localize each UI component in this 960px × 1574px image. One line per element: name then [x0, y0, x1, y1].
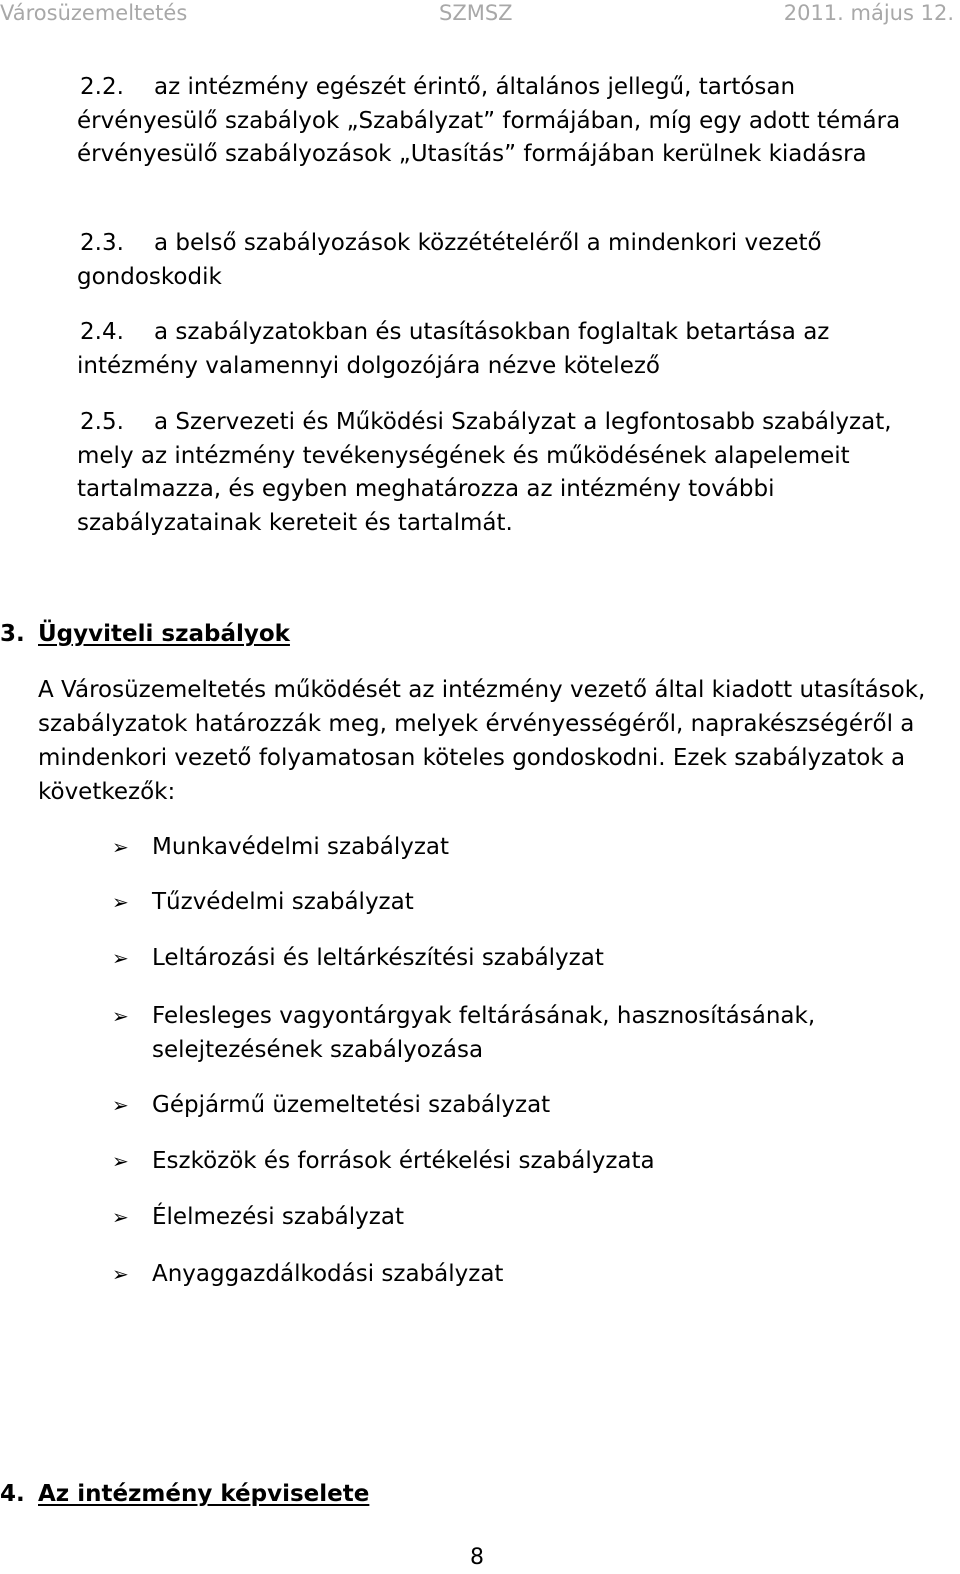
list-item [112, 1088, 932, 1122]
list-item-text: Gépjármű üzemeltetési szabályzat [152, 1092, 551, 1118]
arrow-bullet-icon: ➢ [112, 835, 129, 859]
heading-title: Az intézmény képviselete [38, 1481, 370, 1507]
list-item-text: Tűzvédelmi szabályzat [152, 889, 414, 915]
list-item [112, 1200, 932, 1234]
list-item [112, 999, 932, 1067]
heading-number: 3. [0, 621, 25, 647]
heading-title: Ügyviteli szabályok [38, 621, 290, 647]
list-item [112, 885, 932, 919]
arrow-bullet-icon: ➢ [112, 1149, 129, 1173]
page-header [0, 0, 960, 28]
paragraph-text: az intézmény egészét érintő, általános jellegű, tartósan érvényesülő szabályok „Szabályzat” formájában, míg egy adott témára érvényesülő szabályozások „Utasítás” formájában kerülnek kiadásra [77, 74, 901, 167]
header-document-code: SZMSZ [439, 1, 513, 25]
list-item [112, 830, 932, 864]
page-number: 8 [470, 1545, 484, 1570]
arrow-bullet-icon: ➢ [112, 1262, 129, 1286]
paragraph-2-5 [77, 406, 937, 540]
list-item [112, 1257, 932, 1291]
paragraph-number: 2.2. [80, 74, 124, 100]
heading-number: 4. [0, 1481, 25, 1507]
paragraph-number: 2.3. [80, 230, 124, 256]
list-item-text: Élelmezési szabályzat [152, 1204, 404, 1230]
arrow-bullet-icon: ➢ [112, 946, 129, 970]
list-item-text: Leltározási és leltárkészítési szabályzat [152, 945, 604, 971]
paragraph-number: 2.5. [80, 409, 124, 435]
paragraph-2-2 [77, 71, 937, 172]
arrow-bullet-icon: ➢ [112, 1004, 129, 1028]
paragraph-text: a Szervezeti és Működési Szabályzat a legfontosabb szabályzat, mely az intézmény tevékenységének és működésének alapelemeit tartalmazza, és egyben meghatározza az intézmény további szabályzatainak kereteit és tartalmát. [77, 409, 892, 536]
paragraph-text: a belső szabályozások közzétételéről a mindenkori vezető gondoskodik [77, 230, 822, 290]
paragraph-number: 2.4. [80, 319, 124, 345]
list-item [112, 1144, 932, 1178]
arrow-bullet-icon: ➢ [112, 890, 129, 914]
list-item [112, 941, 932, 975]
list-item-text: Munkavédelmi szabályzat [152, 834, 450, 860]
arrow-bullet-icon: ➢ [112, 1205, 129, 1229]
section-heading-4 [0, 1479, 369, 1509]
paragraph-2-3 [77, 227, 937, 294]
list-item-text: Anyaggazdálkodási szabályzat [152, 1261, 504, 1287]
section-3-intro: A Városüzemeltetés működését az intézmény vezető által kiadott utasítások, szabályzatok határozzák meg, melyek érvényességéről, naprakészségéről a mindenkori vezető folyamatosan köteles gondoskodni. Ezek szabályzatok a következők: [38, 677, 926, 805]
list-item-text: Eszközök és források értékelési szabályzata [152, 1148, 655, 1174]
list-item-text: Felesleges vagyontárgyak feltárásának, hasznosításának, selejtezésének szabályozása [152, 1003, 816, 1063]
arrow-bullet-icon: ➢ [112, 1093, 129, 1117]
header-organization: Városüzemeltetés [0, 1, 188, 25]
header-date: 2011. május 12. [783, 1, 954, 25]
paragraph-text: a szabályzatokban és utasításokban foglaltak betartása az intézmény valamennyi dolgozójára nézve kötelező [77, 319, 830, 379]
paragraph-2-4 [77, 316, 937, 383]
section-heading-3 [0, 619, 290, 649]
